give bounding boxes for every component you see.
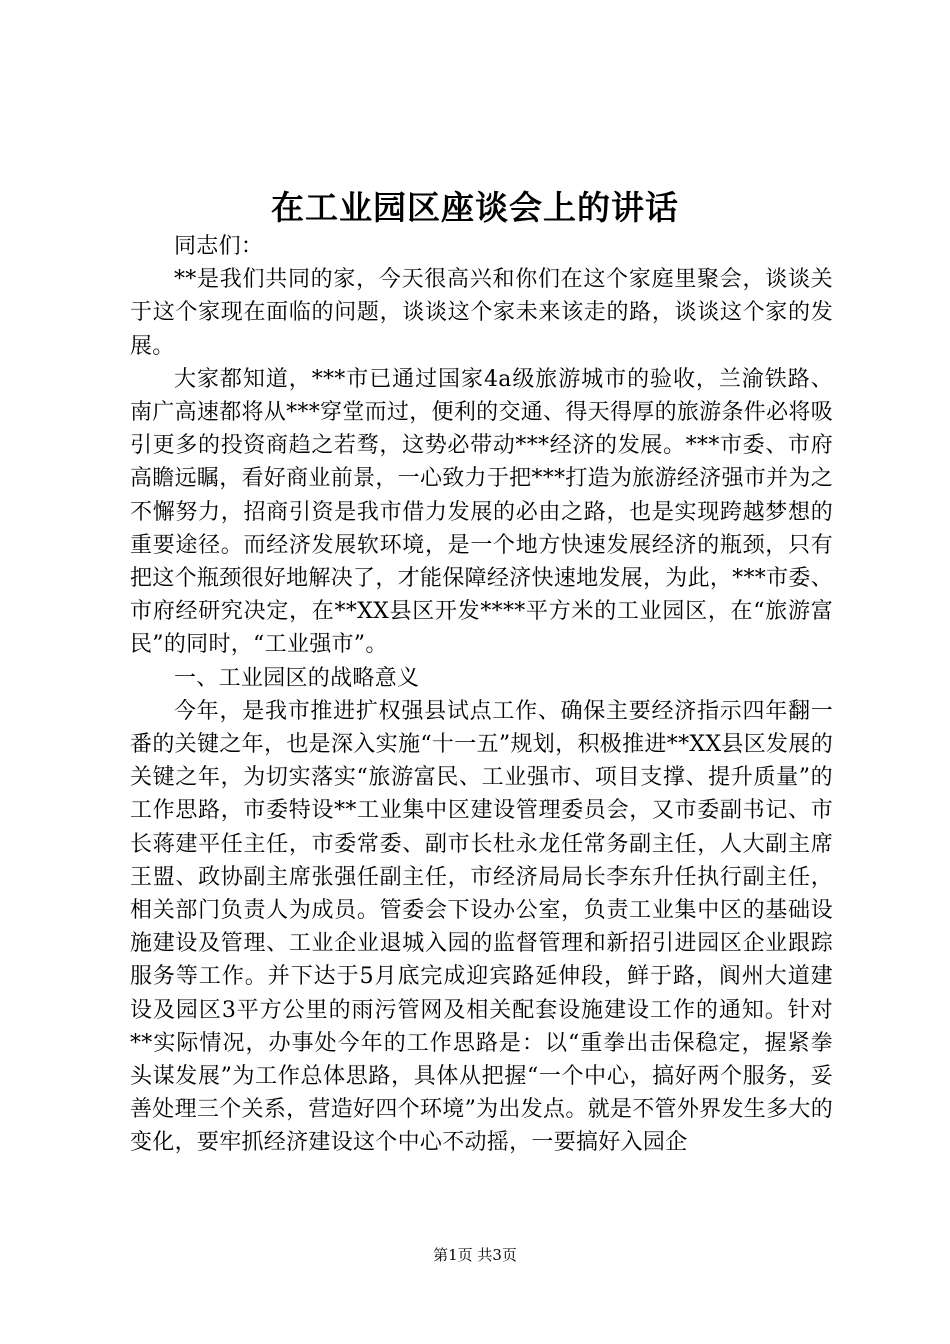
document-body [130,230,833,1160]
body-paragraph: **是我们共同的家，今天很高兴和你们在这个家庭里聚会，谈谈关于这个家现在面临的问题，谈谈这个家未来该走的路，谈谈这个家的发展。 [130,267,833,359]
salutation-paragraph: 同志们： [174,234,264,259]
body-paragraph: 今年，是我市推进扩权强县试点工作、确保主要经济指示四年翻一番的关键之年，也是深入实施“十一五”规划，积极推进**XX县区发展的关键之年，为切实落实“旅游富民、工业强市、项目支撑、提升质量”的工作思路，市委特设**工业集中区建设管理委员会，又市委副书记、市长蒋建平任主任，市委常委、副市长杜永龙任常务副主任，人大副主席王盟、政协副主席张强任副主任，市经济局局长李东升任执行副主任，相关部门负责人为成员。管委会下设办公室，负责工业集中区的基础设施建设及管理、工业企业退城入园的监督管理和新招引进园区企业跟踪服务等工作。并下达于5月底完成迎宾路延伸段，鲜于路，阆州大道建设及园区3平方公里的雨污管网及相关配套设施建设工作的通知。针对**实际情况，办事处今年的工作思路是：以“重拳出击保稳定，握紧拳头谋发展”为工作总体思路，具体从把握“一个中心，搞好两个服务，妥善处理三个关系，营造好四个环境”为出发点。就是不管外界发生多大的变化，要牢抓经济建设这个中心不动摇，一要搞好入园企 [130,698,833,1156]
page-footer: 第1页 共3页 [433,1246,517,1264]
section-heading: 一、工业园区的战略意义 [174,665,420,691]
document-title: 在工业园区座谈会上的讲话 [271,188,679,227]
body-paragraph: 大家都知道，***市已通过国家4a级旅游城市的验收，兰渝铁路、南广高速都将从***穿堂而过，便利的交通、得天得厚的旅游条件必将吸引更多的投资商趋之若骛，这势必带动***经济的发展。***市委、市府高瞻远瞩，看好商业前景，一心致力于把***打造为旅游经济强市并为之不懈努力，招商引资是我市借力发展的必由之路，也是实现跨越梦想的重要途径。而经济发展软环境，是一个地方快速发展经济的瓶颈，只有把这个瓶颈很好地解决了，才能保障经济快速地发展，为此，***市委、市府经研究决定，在**XX县区开发****平方米的工业园区，在“旅游富民”的同时，“工业强市”。 [130,366,833,658]
